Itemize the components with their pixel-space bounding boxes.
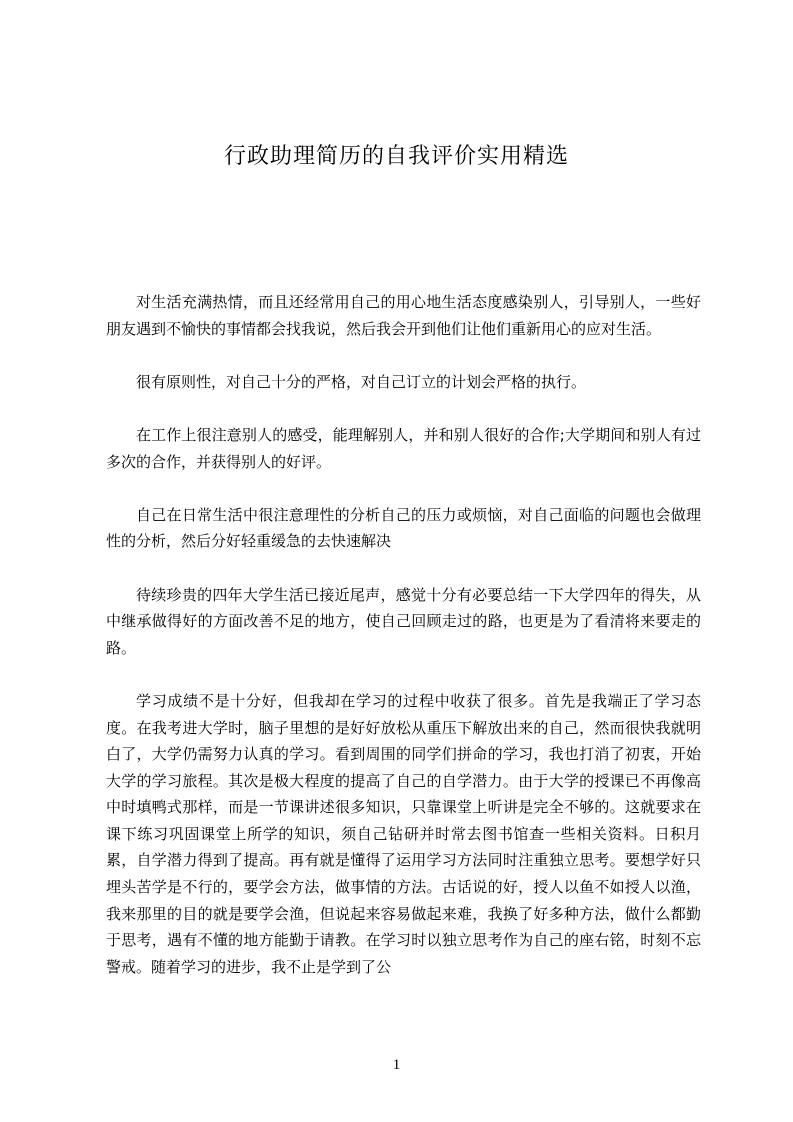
document-title: 行政助理简历的自我评价实用精选 bbox=[223, 144, 569, 169]
paragraph-2: 很有原则性，对自己十分的严格，对自己订立的计划会严格的执行。 bbox=[136, 372, 587, 391]
paragraph-4: 自己在日常生活中很注意理性的分析自己的压力或烦恼，对自己面临的问题也会做理性的分析，然后分好轻重缓急的去快速解决 bbox=[106, 505, 701, 551]
paragraph-5: 待续珍贵的四年大学生活已接近尾声，感觉十分有必要总结一下大学四年的得失，从中继承做得好的方面改善不足的地方，使自己回顾走过的路，也更是为了看清将来要走的路。 bbox=[106, 585, 701, 657]
paragraph-3: 在工作上很注意别人的感受，能理解别人，并和别人很好的合作;大学期间和别人有过多次的合作，并获得别人的好评。 bbox=[106, 425, 701, 471]
paragraph-6: 学习成绩不是十分好，但我却在学习的过程中收获了很多。首先是我端正了学习态度。在我考进大学时，脑子里想的是好好放松从重压下解放出来的自己，然而很快我就明白了，大学仍需努力认真的学习。看到周围的同学们拼命的学习，我也打消了初衷，开始大学的学习旅程。其次是极大程度的提高了自己的自学潜力。由于大学的授课已不再像高中时填鸭式那样，而是一节课讲述很多知识，只靠课堂上听讲是完全不够的。这就要求在课下练习巩固课堂上所学的知识，须自己钻研并时常去图书馆查一些相关资料。日积月累，自学潜力得到了提高。再有就是懂得了运用学习方法同时注重独立思考。要想学好只埋头苦学是不行的，要学会方法，做事情的方法。古话说的好，授人以鱼不如授人以渔，我来那里的目的就是要学会渔，但说起来容易做起来难，我换了好多种方法，做什么都勤于思考，遇有不懂的地方能勤于请教。在学习时以独立思考作为自己的座右铭，时刻不忘警戒。随着学习的进步，我不止是学到了公 bbox=[106, 691, 701, 976]
paragraph-1: 对生活充满热情，而且还经常用自己的用心地生活态度感染别人，引导别人，一些好朋友遇到不愉快的事情都会找我说，然后我会开到他们让他们重新用心的应对生活。 bbox=[106, 293, 701, 338]
document-body bbox=[106, 289, 701, 980]
page-number: 1 bbox=[392, 1057, 401, 1073]
